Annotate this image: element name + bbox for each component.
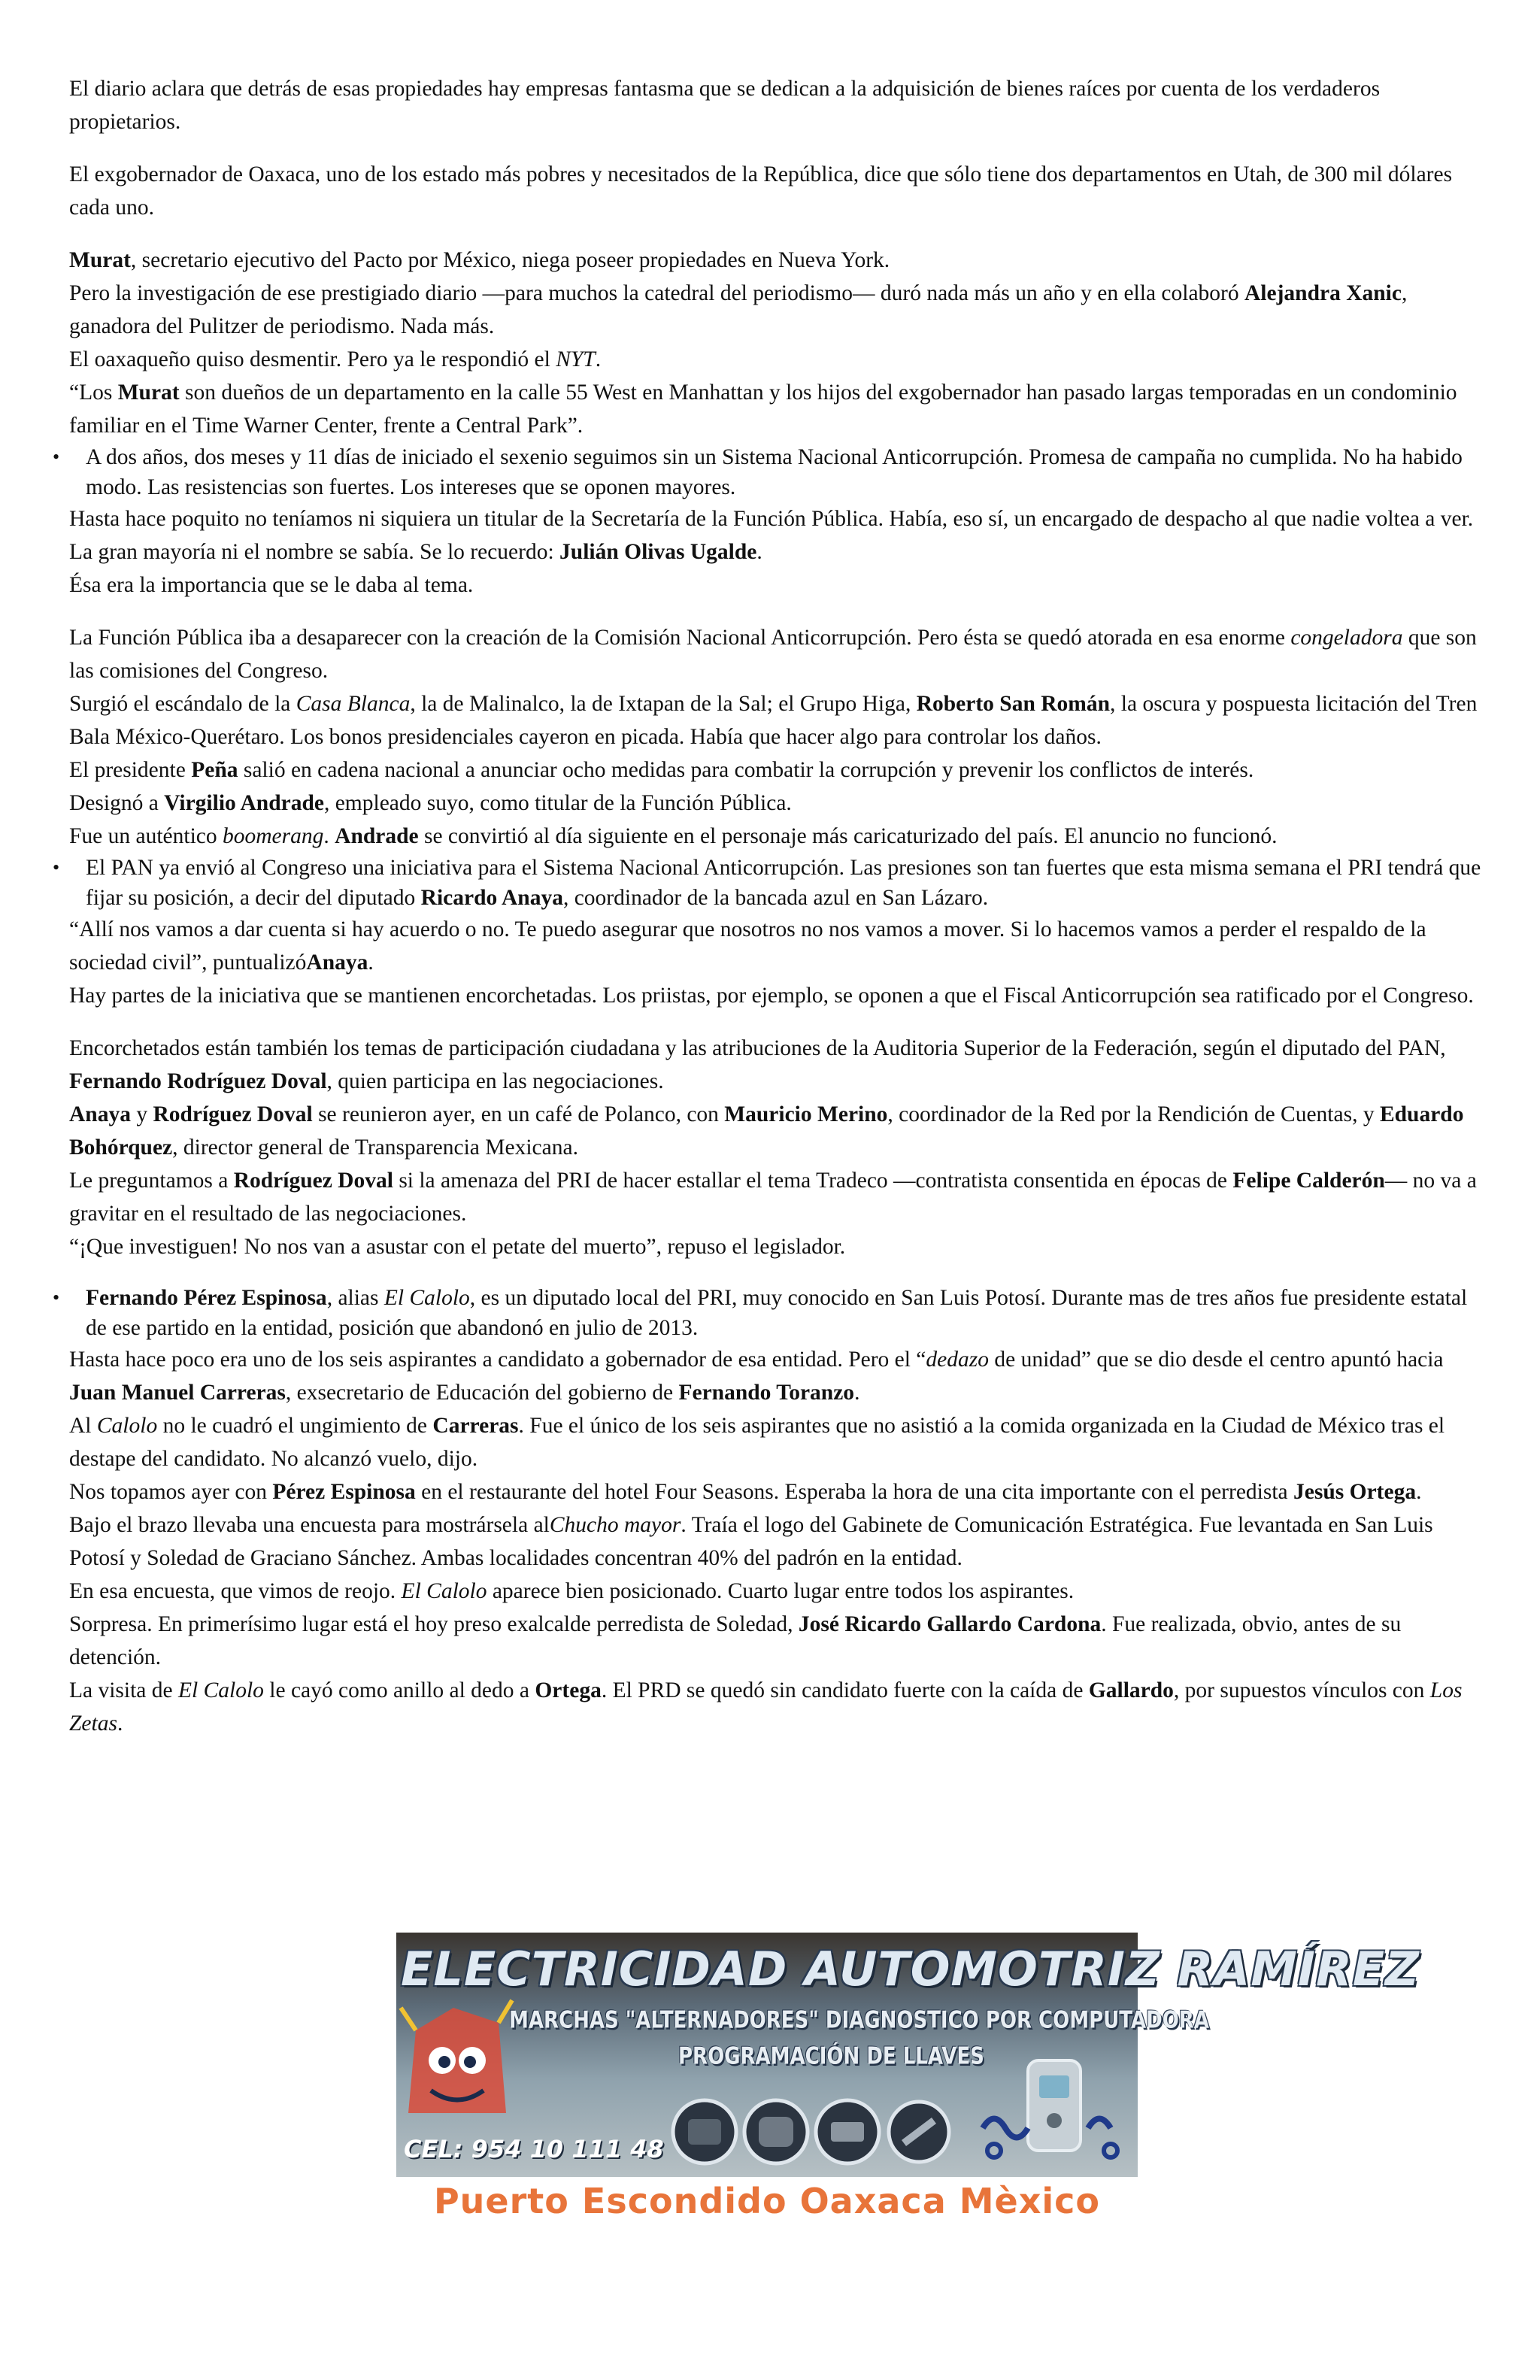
paragraph: La visita de El Calolo le cayó como anillo al dedo a Ortega. El PRD se quedó sin candidato fuerte con la caída de Gallardo, por supuestos vínculos con Los Zetas. xyxy=(69,1678,1463,1736)
bullet-list xyxy=(69,1283,1483,1343)
bullet-item: • Fernando Pérez Espinosa, alias El Calolo, es un diputado local del PRI, muy conocido en San Luis Potosí. Durante mas de tres años fue presidente estatal de ese partido en la entidad, posición que abandonó en julio de 2013. xyxy=(69,1283,1483,1343)
paragraph: Encorchetados están también los temas de participación ciudadana y las atribuciones de la Auditoria Superior de la Federación, según el diputado del PAN, Fernando Rodríguez Doval, quien participa en las negociaciones. xyxy=(69,1036,1446,1093)
paragraph: “¡Que investiguen! No nos van a asustar con el petate del muerto”, repuso el legislador. xyxy=(69,1235,846,1259)
paragraph: Le preguntamos a Rodríguez Doval si la amenaza del PRI de hacer estallar el tema Tradeco —contratista consentida en épocas de Felipe Calderón— no va a gravitar en el resultado de las negociaciones. xyxy=(69,1169,1477,1226)
paragraph: “Los Murat son dueños de un departamento en la calle 55 West en Manhattan y los hijos del exgobernador han pasado largas temporadas en un condominio familiar en el Time Warner Center, frente a Central Park”. xyxy=(69,380,1457,438)
key-remote-icon xyxy=(968,2045,1133,2173)
paragraph: En esa encuesta, que vimos de reojo. El Calolo aparece bien posicionado. Cuarto lugar entre todos los aspirantes. xyxy=(69,1579,1075,1603)
paragraph: Ésa era la importancia que se le daba al tema. xyxy=(69,573,474,597)
ad-location-caption: Puerto Escondido Oaxaca Mèxico xyxy=(396,2177,1138,2226)
paragraph: Designó a Virgilio Andrade, empleado suyo, como titular de la Función Pública. xyxy=(69,791,792,815)
article-body xyxy=(69,72,1483,1740)
ad-title: ELECTRICIDAD AUTOMOTRIZ RAMÍREZ xyxy=(401,1942,1420,1996)
paragraph: Al Calolo no le cuadró el ungimiento de Carreras. Fue el único de los seis aspirantes que no asistió a la comida organizada en la Ciudad de México tras el destape del candidato. No alcanzó vuelo, dijo. xyxy=(69,1414,1445,1471)
paragraph: Hasta hace poco era uno de los seis aspirantes a candidato a gobernador de esa entidad. Pero el “dedazo de unidad” que se dio desde el centro apuntó hacia Juan Manuel Carreras, exsecretario de Educación del gobierno de Fernando Toranzo. xyxy=(69,1348,1444,1405)
paragraph: El presidente Peña salió en cadena nacional a anunciar ocho medidas para combatir la corrupción y prevenir los conflictos de interés. xyxy=(69,758,1254,782)
paragraph: Pero la investigación de ese prestigiado diario —para muchos la catedral del periodismo— duró nada más un año y en ella colaboró Alejandra Xanic, ganadora del Pulitzer de periodismo. Nada más. xyxy=(69,281,1408,338)
advertisement-banner[interactable] xyxy=(396,1933,1420,2226)
car-cartoon-icon xyxy=(401,2000,514,2136)
paragraph: Nos topamos ayer con Pérez Espinosa en el restaurante del hotel Four Seasons. Esperaba la hora de una cita importante con el perredista Jesús Ortega. xyxy=(69,1480,1422,1504)
paragraph: Bajo el brazo llevaba una encuesta para mostrársela alChucho mayor. Traía el logo del Gabinete de Comunicación Estratégica. Fue levantada en San Luis Potosí y Soledad de Graciano Sánchez. Ambas localidades concentran 40% del padrón en la entidad. xyxy=(69,1513,1433,1570)
paragraph: Fue un auténtico boomerang. Andrade se convirtió al día siguiente en el personaje más caricaturizado del país. El anuncio no funcionó. xyxy=(69,824,1278,848)
bullet-list xyxy=(69,442,1483,502)
bullet-item: • A dos años, dos meses y 11 días de iniciado el sexenio seguimos sin un Sistema Nacional Anticorrupción. Promesa de campaña no cumplida. No ha habido modo. Las resistencias son fuertes. Los intereses que se oponen mayores. xyxy=(69,442,1483,502)
paragraph: “Allí nos vamos a dar cuenta si hay acuerdo o no. Te puedo asegurar que nosotros no nos vamos a mover. Si lo hacemos vamos a perder el respaldo de la sociedad civil”, puntualizóAnaya. xyxy=(69,917,1426,975)
paragraph: La Función Pública iba a desaparecer con la creación de la Comisión Nacional Anticorrupción. Pero ésta se quedó atorada en esa enorme congeladora que son las comisiones del Congreso. xyxy=(69,626,1477,683)
car-parts-icon xyxy=(667,2090,953,2173)
paragraph: Hay partes de la iniciativa que se mantienen encorchetadas. Los priistas, por ejemplo, se oponen a que el Fiscal Anticorrupción sea ratificado por el Congreso. xyxy=(69,984,1474,1008)
paragraph: El oaxaqueño quiso desmentir. Pero ya le respondió el NYT. xyxy=(69,347,602,371)
paragraph: Hasta hace poquito no teníamos ni siquiera un titular de la Secretaría de la Función Pública. Había, eso sí, un encargado de despacho al que nadie voltea a ver. La gran mayoría ni el nombre se sabía. Se lo recuerdo: Julián Olivas Ugalde. xyxy=(69,507,1474,564)
paragraph: El exgobernador de Oaxaca, uno de los estado más pobres y necesitados de la República, dice que sólo tiene dos departamentos en Utah, de 300 mil dólares cada uno. xyxy=(69,162,1453,220)
ad-services: MARCHAS "ALTERNADORES" DIAGNOSTICO POR COMPUTADORA xyxy=(509,2007,1209,2034)
bullet-item: • El PAN ya envió al Congreso una iniciativa para el Sistema Nacional Anticorrupción. Las presiones son tan fuertes que esta misma semana el PRI tendrá que fijar su posición, a decir del diputado Ricardo Anaya, coordinador de la bancada azul en San Lázaro. xyxy=(69,853,1483,913)
ad-sign-image xyxy=(396,1933,1420,2177)
paragraph: Anaya y Rodríguez Doval se reunieron ayer, en un café de Polanco, con Mauricio Merino, coordinador de la Red por la Rendición de Cuentas, y Eduardo Bohórquez, director general de Transparencia Mexicana. xyxy=(69,1102,1464,1160)
ad-services-keys: PROGRAMACIÓN DE LLAVES xyxy=(678,2043,984,2070)
paragraph: Murat, secretario ejecutivo del Pacto por México, niega poseer propiedades en Nueva York. xyxy=(69,248,890,272)
paragraph: Surgió el escándalo de la Casa Blanca, la de Malinalco, la de Ixtapan de la Sal; el Grupo Higa, Roberto San Román, la oscura y pospuesta licitación del Tren Bala México-Querétaro. Los bonos presidenciales cayeron en picada. Había que hacer algo para controlar los daños. xyxy=(69,692,1478,749)
ad-phone-number: CEL: 954 10 111 48 xyxy=(404,2135,664,2163)
paragraph: Sorpresa. En primerísimo lugar está el hoy preso exalcalde perredista de Soledad, José Ricardo Gallardo Cardona. Fue realizada, obvio, antes de su detención. xyxy=(69,1612,1402,1669)
bullet-list xyxy=(69,853,1483,913)
paragraph: El diario aclara que detrás de esas propiedades hay empresas fantasma que se dedican a la adquisición de bienes raíces por cuenta de los verdaderos propietarios. xyxy=(69,77,1381,134)
